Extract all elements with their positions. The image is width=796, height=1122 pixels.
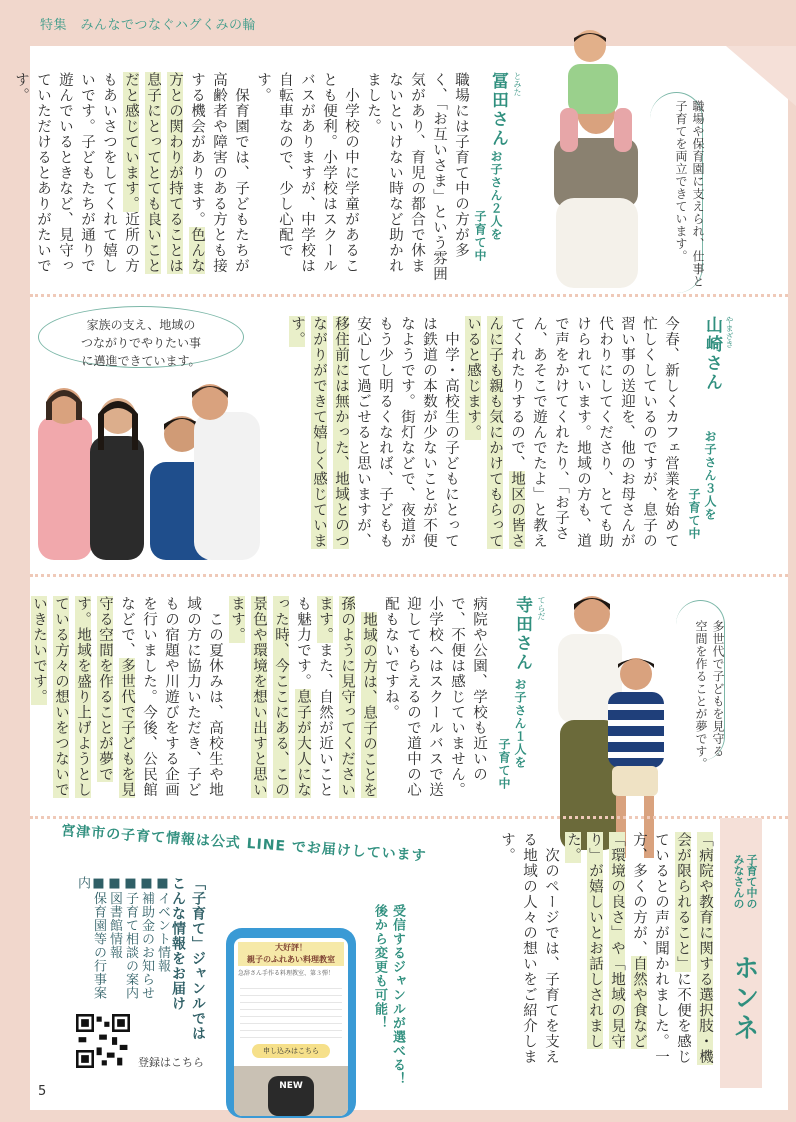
yamazaki-quote-bubble: 家族の支え、地域の つながりでやりたい事 に邁進できています。 — [38, 306, 244, 368]
terada-sub1: お子さん１人を — [513, 678, 527, 769]
line-item-list: ■イベント情報 ■補助金のお知らせ ■子育て相談の案内 ■図書館情報 ■保育園等の行事案内 — [75, 876, 170, 1000]
tomita-child-shirt — [568, 64, 618, 114]
terada-sub2: 子育て中 — [497, 738, 511, 790]
tomita-sub2: 子育て中 — [473, 210, 487, 262]
terada-boy-shorts — [612, 766, 658, 796]
tomita-child-leg-left — [560, 108, 578, 152]
section-divider-2 — [30, 574, 788, 577]
honne-body: 「病院や教育に関する選択肢・機会が限られること」に不便を感じているとの声が聞かれました。一方、多くの方が、自然や食など「環境の良さ」や「地域の見守り」が嬉しいとお話しされました。 次のページでは、子育てを支える地域の人々の想いをご紹介します。 — [499, 832, 713, 1065]
line-info-title: 宮津市の子育て情報は公式 LINE でお届けしています — [60, 822, 428, 865]
phone-text-lines — [240, 982, 342, 1038]
terada-body: 病院や公園、学校も近いので、不便は感じていません。小学校へはスクールバスで送迎してもらえるので道中の心配もないですね。 地域の方は、息子のことを孫のように見守ってくださいます。また、自然が近いことも魅力です。息子が大人になった時、今ここにある、この景色や環境を想い出すと思います。 この夏休みは、高校生や地域の方に協力いただき、子どもの宿題や川遊びをする企画を行いました。今後、公民館などで、多世代で子どもを見守る空間を作ることが夢です。地域を盛り上げようとしている方々の想いをつないでいきたいです。 — [31, 596, 487, 798]
section-divider-1 — [30, 294, 788, 297]
tomita-body: 職場には子育て中の方が多く、「お互いさま」という雰囲気があり、育児の都合で休まないといけない時など助かれました。 小学校の中に学童があることも便利。小学校はスクールバスがありますが、中学校は自転車なので、少し心配です。 保育園では、子どもたちが高齢者や障害のある方とも接する機会があります。色んな方との関わりが持てることは息子にとってとても良いことだと感じています。近所の方もあいさつをしてくれて嬉しいです。子どもたちが通りで遊んでいるときなど、見守っていただけるとありがたいです。 — [13, 72, 469, 282]
tomita-child-face — [574, 30, 606, 62]
terada-name: 寺田さん — [512, 596, 532, 672]
honne-label: 子育て中の みなさんの — [732, 854, 758, 909]
phone-mockup — [226, 928, 356, 1118]
tomita-child-leg-right — [614, 108, 632, 152]
yamazaki-name: 山崎さん — [702, 316, 722, 392]
yamazaki-person4-shirt — [194, 412, 260, 560]
honne-title: ホンネ — [729, 954, 759, 1044]
phone-screen — [234, 938, 348, 1116]
section-header: 特集 みんなでつなぐハグくみの輪 — [40, 18, 257, 33]
yamazaki-ruby: やまざき — [725, 316, 734, 348]
page-border-bottom — [0, 1110, 796, 1122]
yamazaki-family-photo — [34, 376, 264, 560]
tomita-quote: 職場や保育園に支えられ、仕事と 子育てを両立できています。 — [674, 100, 705, 288]
tomita-sub: お子さん２人を — [489, 150, 503, 241]
yamazaki-sub1: お子さん３人を — [703, 430, 717, 521]
tomita-name: 冨田さん — [488, 72, 508, 148]
tomita-ruby: とみた — [513, 72, 522, 96]
page-number: 5 — [38, 1084, 47, 1099]
register-link[interactable]: 登録はこちら — [138, 1056, 204, 1069]
phone-banner: 大好評！ 親子のふれあい料理教室 — [238, 942, 344, 966]
corner-decoration — [726, 46, 796, 106]
terada-boy-face — [620, 658, 652, 690]
yamazaki-person2-shirt — [90, 436, 144, 560]
terada-photo — [552, 592, 672, 872]
phone-photo: NEW — [234, 1066, 348, 1116]
line-qr-code[interactable] — [76, 1014, 130, 1068]
page-border-left — [0, 0, 30, 1122]
yamazaki-person1-shirt — [38, 416, 92, 560]
tomita-mother-pants — [556, 198, 638, 288]
phone-apply-button[interactable]: 申し込みはこちら — [252, 1044, 330, 1058]
line-selectable-note: 受信するジャンルが選べる！ 後から変更も可能！ — [372, 904, 405, 1086]
yamazaki-sub2: 子育て中 — [687, 488, 701, 540]
yamazaki-body: 今春、新しくカフェ営業を始めて忙しくしているのですが、息子の習い事の送迎を、他のお母さんが代わりにしてくださり、とても助けられています。地域の方も、道で声をかけてくれたり、「お子さん、あそこで遊んでたよ」と教えてくれたりするので、地区の皆さんに子も親も気にかけてもらっていると感じます。 中学・高校生の子どもにとっては鉄道の本数が少ないことが不便なようです。街灯などで、夜道がもう少し明るくなれば、子どもも安心して過ごせると思いますが、移住前には無かった、地域とのつながりができて嬉しく感じています。 — [289, 316, 679, 549]
page-border-right — [788, 0, 796, 1122]
phone-desc: 急辞さん手作る料理教室、第３弾！ — [238, 970, 335, 977]
line-genre-text: 「子育て」ジャンルでは こんな情報をお届け — [170, 876, 206, 1041]
terada-ruby: てらだ — [537, 596, 546, 620]
tomita-photo — [540, 28, 650, 290]
section-divider-3 — [30, 816, 788, 819]
honne-sidebar — [720, 818, 762, 1088]
terada-quote: 多世代で子どもを見守る 空間を作ることが夢です。 — [694, 620, 725, 770]
